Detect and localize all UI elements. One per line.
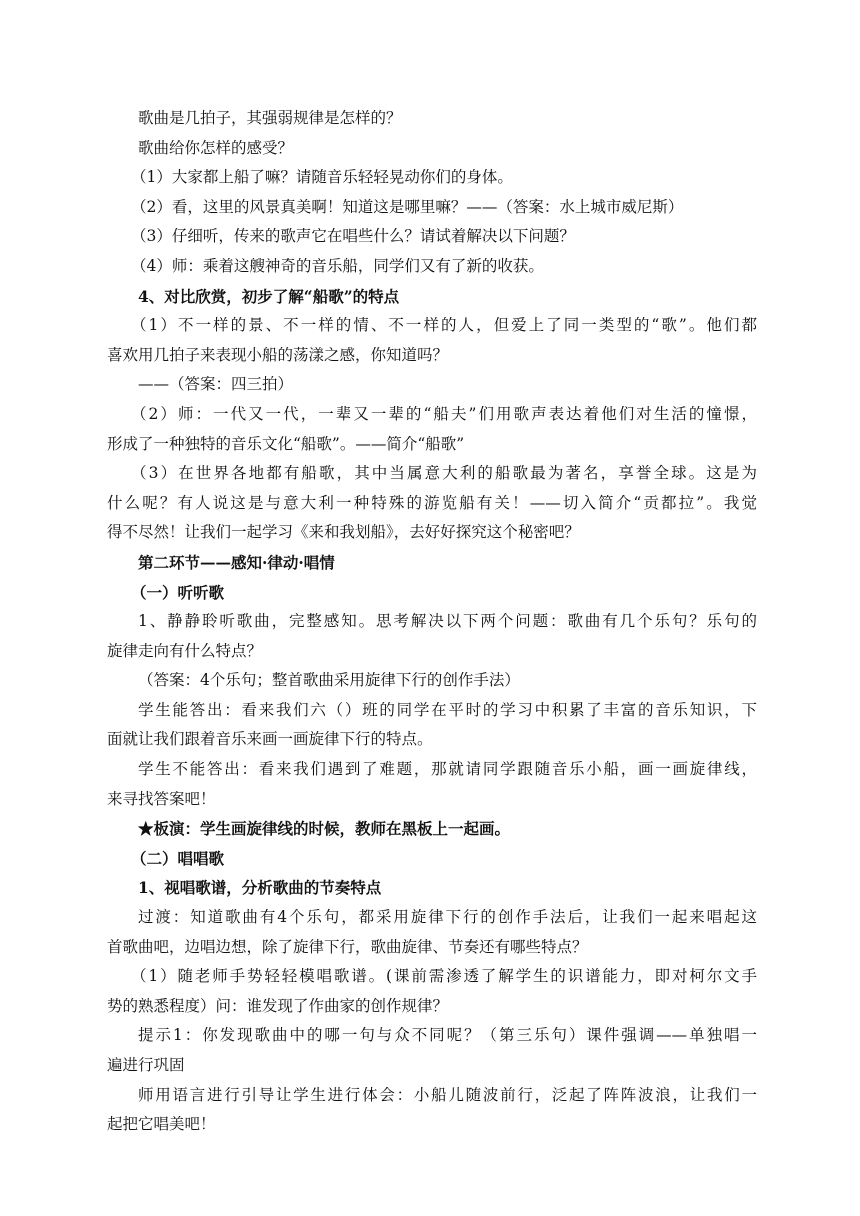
text-line: 来寻找答案吧！ — [107, 789, 216, 808]
text-line: 歌曲是几拍子，其强弱规律是怎样的？ — [138, 109, 402, 127]
text-line: （1）不一样的景、不一样的情、不一样的人，但爱上了同一类型的“歌”。他们都 — [131, 316, 757, 335]
text-line: 势的熟悉程度）问：谁发现了作曲家的创作规律？ — [107, 996, 449, 1015]
text-line: 师用语言进行引导让学生进行体会：小船儿随波前行，泛起了阵阵波浪，让我们一 — [138, 1085, 757, 1104]
text-line: 过渡：知道歌曲有4个乐句，都采用旋律下行的创作手法后，让我们一起来唱起这 — [138, 908, 757, 927]
section-heading: 第二环节——感知·律动·唱情 — [138, 552, 335, 572]
section-heading: 1、视唱歌谱，分析歌曲的节奏特点 — [138, 878, 382, 898]
text-line: 遍进行巩固 — [107, 1056, 185, 1074]
section-heading: 4、对比欣赏，初步了解“船歌”的特点 — [138, 286, 400, 306]
subsection-heading: （二）唱唱歌 — [131, 848, 225, 868]
text-line: 学生不能答出：看来我们遇到了难题，那就请同学跟随音乐小船，画一画旋律线， — [138, 760, 757, 779]
highlight-note: ★板演：学生画旋律线的时候，教师在黑板上一起画。 — [138, 819, 511, 839]
text-line: 得不尽然！让我们一起学习《来和我划船》，去好好探究这个秘密吧？ — [107, 523, 580, 542]
text-line: 旋律走向有什么特点？ — [107, 641, 263, 660]
text-line: 起把它唱美吧！ — [107, 1115, 216, 1134]
text-line: （1）大家都上船了嘛？请随音乐轻轻晃动你们的身体。 — [131, 168, 513, 187]
text-line: （2）师：一代又一代，一辈又一辈的“船夫”们用歌声表达着他们对生活的憧憬， — [131, 404, 757, 423]
text-line: （2）看，这里的风景真美啊！知道这是哪里嘛？——（答案：水上城市威尼斯） — [131, 197, 684, 216]
text-line: 什么呢？有人说这是与意大利一种特殊的游览船有关！——切入简介“贡都拉”。我觉 — [107, 493, 757, 512]
text-line: 喜欢用几拍子来表现小船的荡漾之感，你知道吗？ — [107, 345, 449, 364]
text-line: （3）仔细听，传来的歌声它在唱些什么？请试着解决以下问题？ — [131, 227, 575, 246]
text-line: （1）随老师手势轻轻模唱歌谱。(课前需渗透了解学生的识谱能力，即对柯尔文手 — [131, 967, 757, 986]
text-line: （答案：4个乐句；整首歌曲采用旋律下行的创作手法） — [138, 671, 520, 690]
text-line: 歌曲给你怎样的感受？ — [138, 138, 294, 157]
text-line: 面就让我们跟着音乐来画一画旋律下行的特点。 — [107, 730, 433, 749]
text-line: 提示1：你发现歌曲中的哪一句与众不同呢？（第三乐句）课件强调——单独唱一 — [138, 1026, 757, 1045]
document-body — [107, 104, 757, 1140]
text-line: （4）师：乘着这艘神奇的音乐船，同学们又有了新的收获。 — [131, 256, 544, 275]
text-line: 学生能答出：看来我们六（）班的同学在平时的学习中积累了丰富的音乐知识，下 — [138, 700, 757, 719]
subsection-heading: （一）听听歌 — [131, 582, 225, 602]
text-line: （3）在世界各地都有船歌，其中当属意大利的船歌最为著名，享誉全球。这是为 — [131, 464, 757, 483]
text-line: ——（答案：四三拍） — [138, 375, 294, 394]
text-line: 形成了一种独特的音乐文化“船歌”。——简介“船歌” — [107, 434, 465, 453]
text-line: 首歌曲吧，边唱边想，除了旋律下行，歌曲旋律、节奏还有哪些特点？ — [107, 937, 588, 956]
text-line: 1、静静聆听歌曲，完整感知。思考解决以下两个问题：歌曲有几个乐句？乐句的 — [138, 612, 757, 631]
